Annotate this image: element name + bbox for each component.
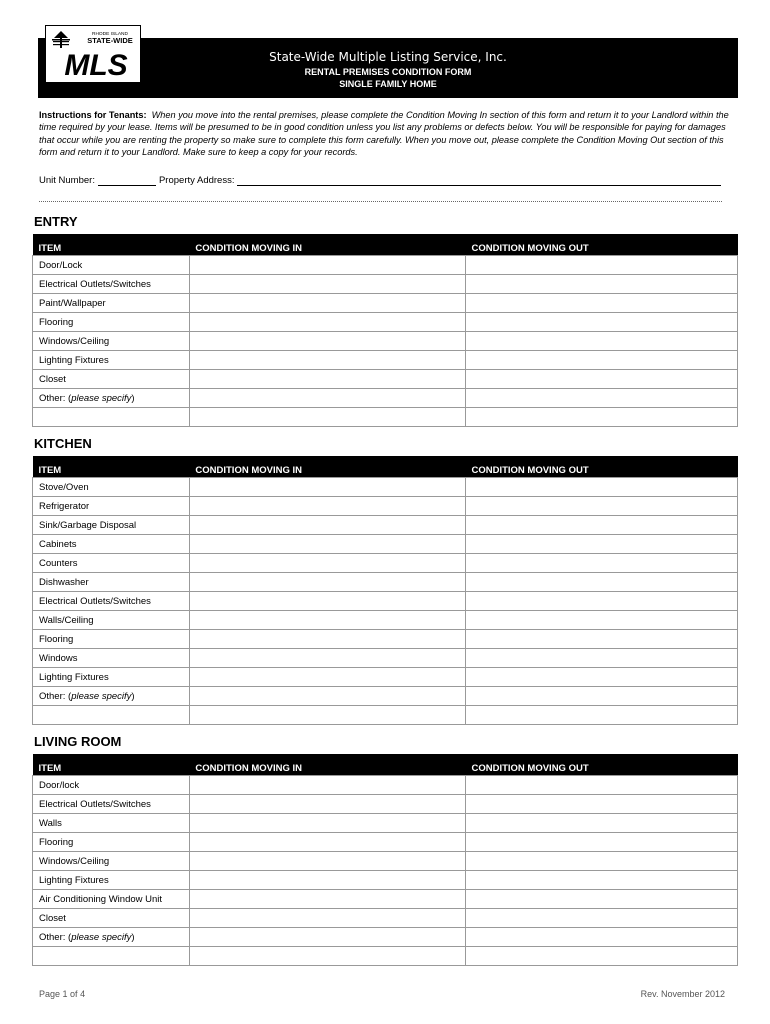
condition-moving-in-cell[interactable] xyxy=(189,408,465,427)
item-label: Counters xyxy=(33,554,190,573)
condition-moving-out-cell[interactable] xyxy=(465,478,737,497)
condition-moving-in-cell[interactable] xyxy=(189,313,465,332)
condition-moving-in-cell[interactable] xyxy=(189,947,465,966)
condition-moving-out-cell[interactable] xyxy=(465,776,737,795)
other-specify: please specify xyxy=(71,931,132,943)
condition-moving-out-cell[interactable] xyxy=(465,497,737,516)
col-item: ITEM xyxy=(33,234,190,256)
col-moving-in: CONDITION MOVING IN xyxy=(189,754,465,776)
table-row xyxy=(33,871,738,890)
mls-logo-graphic xyxy=(46,26,140,82)
condition-moving-out-cell[interactable] xyxy=(465,630,737,649)
table-header-row xyxy=(33,456,738,478)
condition-moving-in-cell[interactable] xyxy=(189,795,465,814)
table-row xyxy=(33,294,738,313)
condition-moving-out-cell[interactable] xyxy=(465,275,737,294)
col-moving-out: CONDITION MOVING OUT xyxy=(465,234,737,256)
other-specify: please specify xyxy=(71,392,132,404)
item-label: Windows xyxy=(33,649,190,668)
item-label: Lighting Fixtures xyxy=(33,351,190,370)
item-label: Sink/Garbage Disposal xyxy=(33,516,190,535)
table-row xyxy=(33,497,738,516)
condition-moving-in-cell[interactable] xyxy=(189,668,465,687)
condition-moving-in-cell[interactable] xyxy=(189,535,465,554)
logo-mid-text: STATE-WIDE xyxy=(87,36,133,45)
condition-moving-out-cell[interactable] xyxy=(465,573,737,592)
condition-moving-out-cell[interactable] xyxy=(465,370,737,389)
living-room-table xyxy=(32,754,738,966)
item-label-other xyxy=(33,389,190,408)
page-of: of xyxy=(67,989,81,999)
condition-moving-in-cell[interactable] xyxy=(189,814,465,833)
kitchen-table xyxy=(32,456,738,725)
condition-moving-out-cell[interactable] xyxy=(465,814,737,833)
table-row xyxy=(33,852,738,871)
other-label: Other: ( xyxy=(39,392,72,404)
condition-moving-in-cell[interactable] xyxy=(189,833,465,852)
form-title: State-Wide Multiple Listing Service, Inc. xyxy=(269,50,507,64)
table-row-other xyxy=(33,928,738,947)
item-label: Paint/Wallpaper xyxy=(33,294,190,313)
other-label: Other: ( xyxy=(39,931,72,943)
item-label: Air Conditioning Window Unit xyxy=(33,890,190,909)
condition-moving-out-cell[interactable] xyxy=(465,833,737,852)
condition-moving-out-cell[interactable] xyxy=(465,928,737,947)
condition-moving-in-cell[interactable] xyxy=(189,592,465,611)
table-row xyxy=(33,351,738,370)
condition-moving-in-cell[interactable] xyxy=(189,332,465,351)
condition-moving-in-cell[interactable] xyxy=(189,776,465,795)
table-row xyxy=(33,592,738,611)
condition-moving-out-cell[interactable] xyxy=(465,687,737,706)
property-address-field[interactable] xyxy=(237,176,721,186)
condition-moving-out-cell[interactable] xyxy=(465,592,737,611)
page-total: 4 xyxy=(80,989,86,999)
address-continuation-line[interactable] xyxy=(39,201,722,202)
col-item: ITEM xyxy=(33,754,190,776)
condition-moving-in-cell[interactable] xyxy=(189,909,465,928)
item-label: Flooring xyxy=(33,630,190,649)
table-row xyxy=(33,630,738,649)
condition-moving-out-cell[interactable] xyxy=(465,294,737,313)
table-row xyxy=(33,535,738,554)
table-row xyxy=(33,795,738,814)
condition-moving-out-cell[interactable] xyxy=(465,535,737,554)
unit-number-label: Unit Number: xyxy=(39,175,95,186)
condition-moving-out-cell[interactable] xyxy=(465,611,737,630)
logo-top-text: RHODE ISLAND xyxy=(92,32,128,37)
condition-moving-in-cell[interactable] xyxy=(189,611,465,630)
condition-moving-out-cell[interactable] xyxy=(465,332,737,351)
other-label: Other: ( xyxy=(39,690,72,702)
form-property-type: SINGLE FAMILY HOME xyxy=(339,79,437,89)
condition-moving-in-cell[interactable] xyxy=(189,871,465,890)
table-row xyxy=(33,554,738,573)
instructions-lead: Instructions for Tenants: xyxy=(39,110,147,120)
table-row xyxy=(33,611,738,630)
col-moving-out: CONDITION MOVING OUT xyxy=(465,456,737,478)
item-label: Electrical Outlets/Switches xyxy=(33,795,190,814)
condition-moving-out-cell[interactable] xyxy=(465,554,737,573)
condition-moving-out-cell[interactable] xyxy=(465,890,737,909)
condition-moving-out-cell[interactable] xyxy=(465,313,737,332)
condition-moving-in-cell[interactable] xyxy=(189,928,465,947)
condition-moving-out-cell[interactable] xyxy=(465,706,737,725)
col-moving-out: CONDITION MOVING OUT xyxy=(465,754,737,776)
item-label: Windows/Ceiling xyxy=(33,332,190,351)
table-row xyxy=(33,478,738,497)
condition-moving-out-cell[interactable] xyxy=(465,909,737,928)
table-header-row xyxy=(33,754,738,776)
condition-moving-in-cell[interactable] xyxy=(189,478,465,497)
condition-moving-in-cell[interactable] xyxy=(189,275,465,294)
condition-moving-out-cell[interactable] xyxy=(465,408,737,427)
condition-moving-out-cell[interactable] xyxy=(465,947,737,966)
condition-moving-in-cell[interactable] xyxy=(189,852,465,871)
table-row xyxy=(33,275,738,294)
address-line xyxy=(39,175,724,186)
condition-moving-in-cell[interactable] xyxy=(189,389,465,408)
entry-table xyxy=(32,234,738,427)
condition-moving-in-cell[interactable] xyxy=(189,890,465,909)
page-number: 1 xyxy=(62,989,68,999)
section-title-kitchen: KITCHEN xyxy=(34,436,92,451)
condition-moving-out-cell[interactable] xyxy=(465,795,737,814)
item-label: Stove/Oven xyxy=(33,478,190,497)
item-label: Closet xyxy=(33,909,190,928)
condition-moving-in-cell[interactable] xyxy=(189,351,465,370)
item-label: Lighting Fixtures xyxy=(33,871,190,890)
table-row-blank xyxy=(33,947,738,966)
instructions-body: When you move into the rental premises, please complete the Condition Moving In section of this form and return it to your Landlord within the time required by your lease. Items will be presumed to be in good condition unless you list any problems or defects below. You will be responsible for paying for damages that occur while you are renting the property so make sure to complete this form carefully. When you move out, please complete the Condition Moving Out section of this form and return it to your Landlord. Make sure to keep a copy for your records. xyxy=(39,110,729,158)
item-label: Dishwasher xyxy=(33,573,190,592)
item-label: Electrical Outlets/Switches xyxy=(33,592,190,611)
other-specify: please specify xyxy=(71,690,132,702)
table-row xyxy=(33,833,738,852)
condition-moving-out-cell[interactable] xyxy=(465,852,737,871)
table-row-blank xyxy=(33,706,738,725)
section-title-entry: ENTRY xyxy=(34,214,78,229)
item-label-other xyxy=(33,687,190,706)
table-row xyxy=(33,313,738,332)
item-label-other xyxy=(33,928,190,947)
item-label: Electrical Outlets/Switches xyxy=(33,275,190,294)
item-blank-cell[interactable] xyxy=(33,706,190,725)
item-label: Door/Lock xyxy=(33,256,190,275)
table-row xyxy=(33,776,738,795)
condition-moving-out-cell[interactable] xyxy=(465,389,737,408)
col-moving-in: CONDITION MOVING IN xyxy=(189,456,465,478)
condition-moving-in-cell[interactable] xyxy=(189,630,465,649)
item-label: Flooring xyxy=(33,313,190,332)
unit-number-field[interactable] xyxy=(98,176,156,186)
table-row-other xyxy=(33,389,738,408)
item-label: Flooring xyxy=(33,833,190,852)
table-row xyxy=(33,668,738,687)
other-close: ) xyxy=(131,392,135,404)
condition-moving-in-cell[interactable] xyxy=(189,256,465,275)
item-label: Windows/Ceiling xyxy=(33,852,190,871)
item-blank-cell[interactable] xyxy=(33,408,190,427)
page-label: Page xyxy=(39,989,63,999)
header-bar xyxy=(38,38,738,98)
page-indicator xyxy=(39,989,85,999)
table-row xyxy=(33,890,738,909)
property-address-label: Property Address: xyxy=(158,175,235,186)
condition-moving-in-cell[interactable] xyxy=(189,649,465,668)
condition-moving-in-cell[interactable] xyxy=(189,573,465,592)
condition-moving-in-cell[interactable] xyxy=(189,554,465,573)
table-row xyxy=(33,256,738,275)
table-row xyxy=(33,370,738,389)
condition-moving-out-cell[interactable] xyxy=(465,516,737,535)
table-row xyxy=(33,573,738,592)
section-title-living-room: LIVING ROOM xyxy=(34,734,122,749)
form-subtitle: RENTAL PREMISES CONDITION FORM xyxy=(304,67,472,77)
item-blank-cell[interactable] xyxy=(33,947,190,966)
house-icon xyxy=(52,31,70,48)
condition-moving-out-cell[interactable] xyxy=(465,649,737,668)
item-label: Walls xyxy=(33,814,190,833)
condition-moving-in-cell[interactable] xyxy=(189,687,465,706)
condition-moving-in-cell[interactable] xyxy=(189,497,465,516)
item-label: Walls/Ceiling xyxy=(33,611,190,630)
item-label: Door/lock xyxy=(33,776,190,795)
logo-main-text: MLS xyxy=(64,49,128,82)
item-label: Closet xyxy=(33,370,190,389)
table-row xyxy=(33,516,738,535)
col-item: ITEM xyxy=(33,456,190,478)
condition-moving-in-cell[interactable] xyxy=(189,516,465,535)
condition-moving-in-cell[interactable] xyxy=(189,294,465,313)
table-row xyxy=(33,332,738,351)
table-row xyxy=(33,909,738,928)
table-header-row xyxy=(33,234,738,256)
table-row xyxy=(33,649,738,668)
other-close: ) xyxy=(131,690,135,702)
table-row-other xyxy=(33,687,738,706)
table-row xyxy=(33,814,738,833)
item-label: Cabinets xyxy=(33,535,190,554)
revision-date: Rev. November 2012 xyxy=(640,989,725,999)
condition-moving-in-cell[interactable] xyxy=(189,370,465,389)
condition-moving-out-cell[interactable] xyxy=(465,351,737,370)
condition-moving-out-cell[interactable] xyxy=(465,871,737,890)
item-label: Lighting Fixtures xyxy=(33,668,190,687)
item-label: Refrigerator xyxy=(33,497,190,516)
condition-moving-in-cell[interactable] xyxy=(189,706,465,725)
other-close: ) xyxy=(131,931,135,943)
mls-logo xyxy=(45,25,141,83)
condition-moving-out-cell[interactable] xyxy=(465,668,737,687)
table-row-blank xyxy=(33,408,738,427)
condition-moving-out-cell[interactable] xyxy=(465,256,737,275)
tenant-instructions xyxy=(39,109,731,159)
col-moving-in: CONDITION MOVING IN xyxy=(189,234,465,256)
